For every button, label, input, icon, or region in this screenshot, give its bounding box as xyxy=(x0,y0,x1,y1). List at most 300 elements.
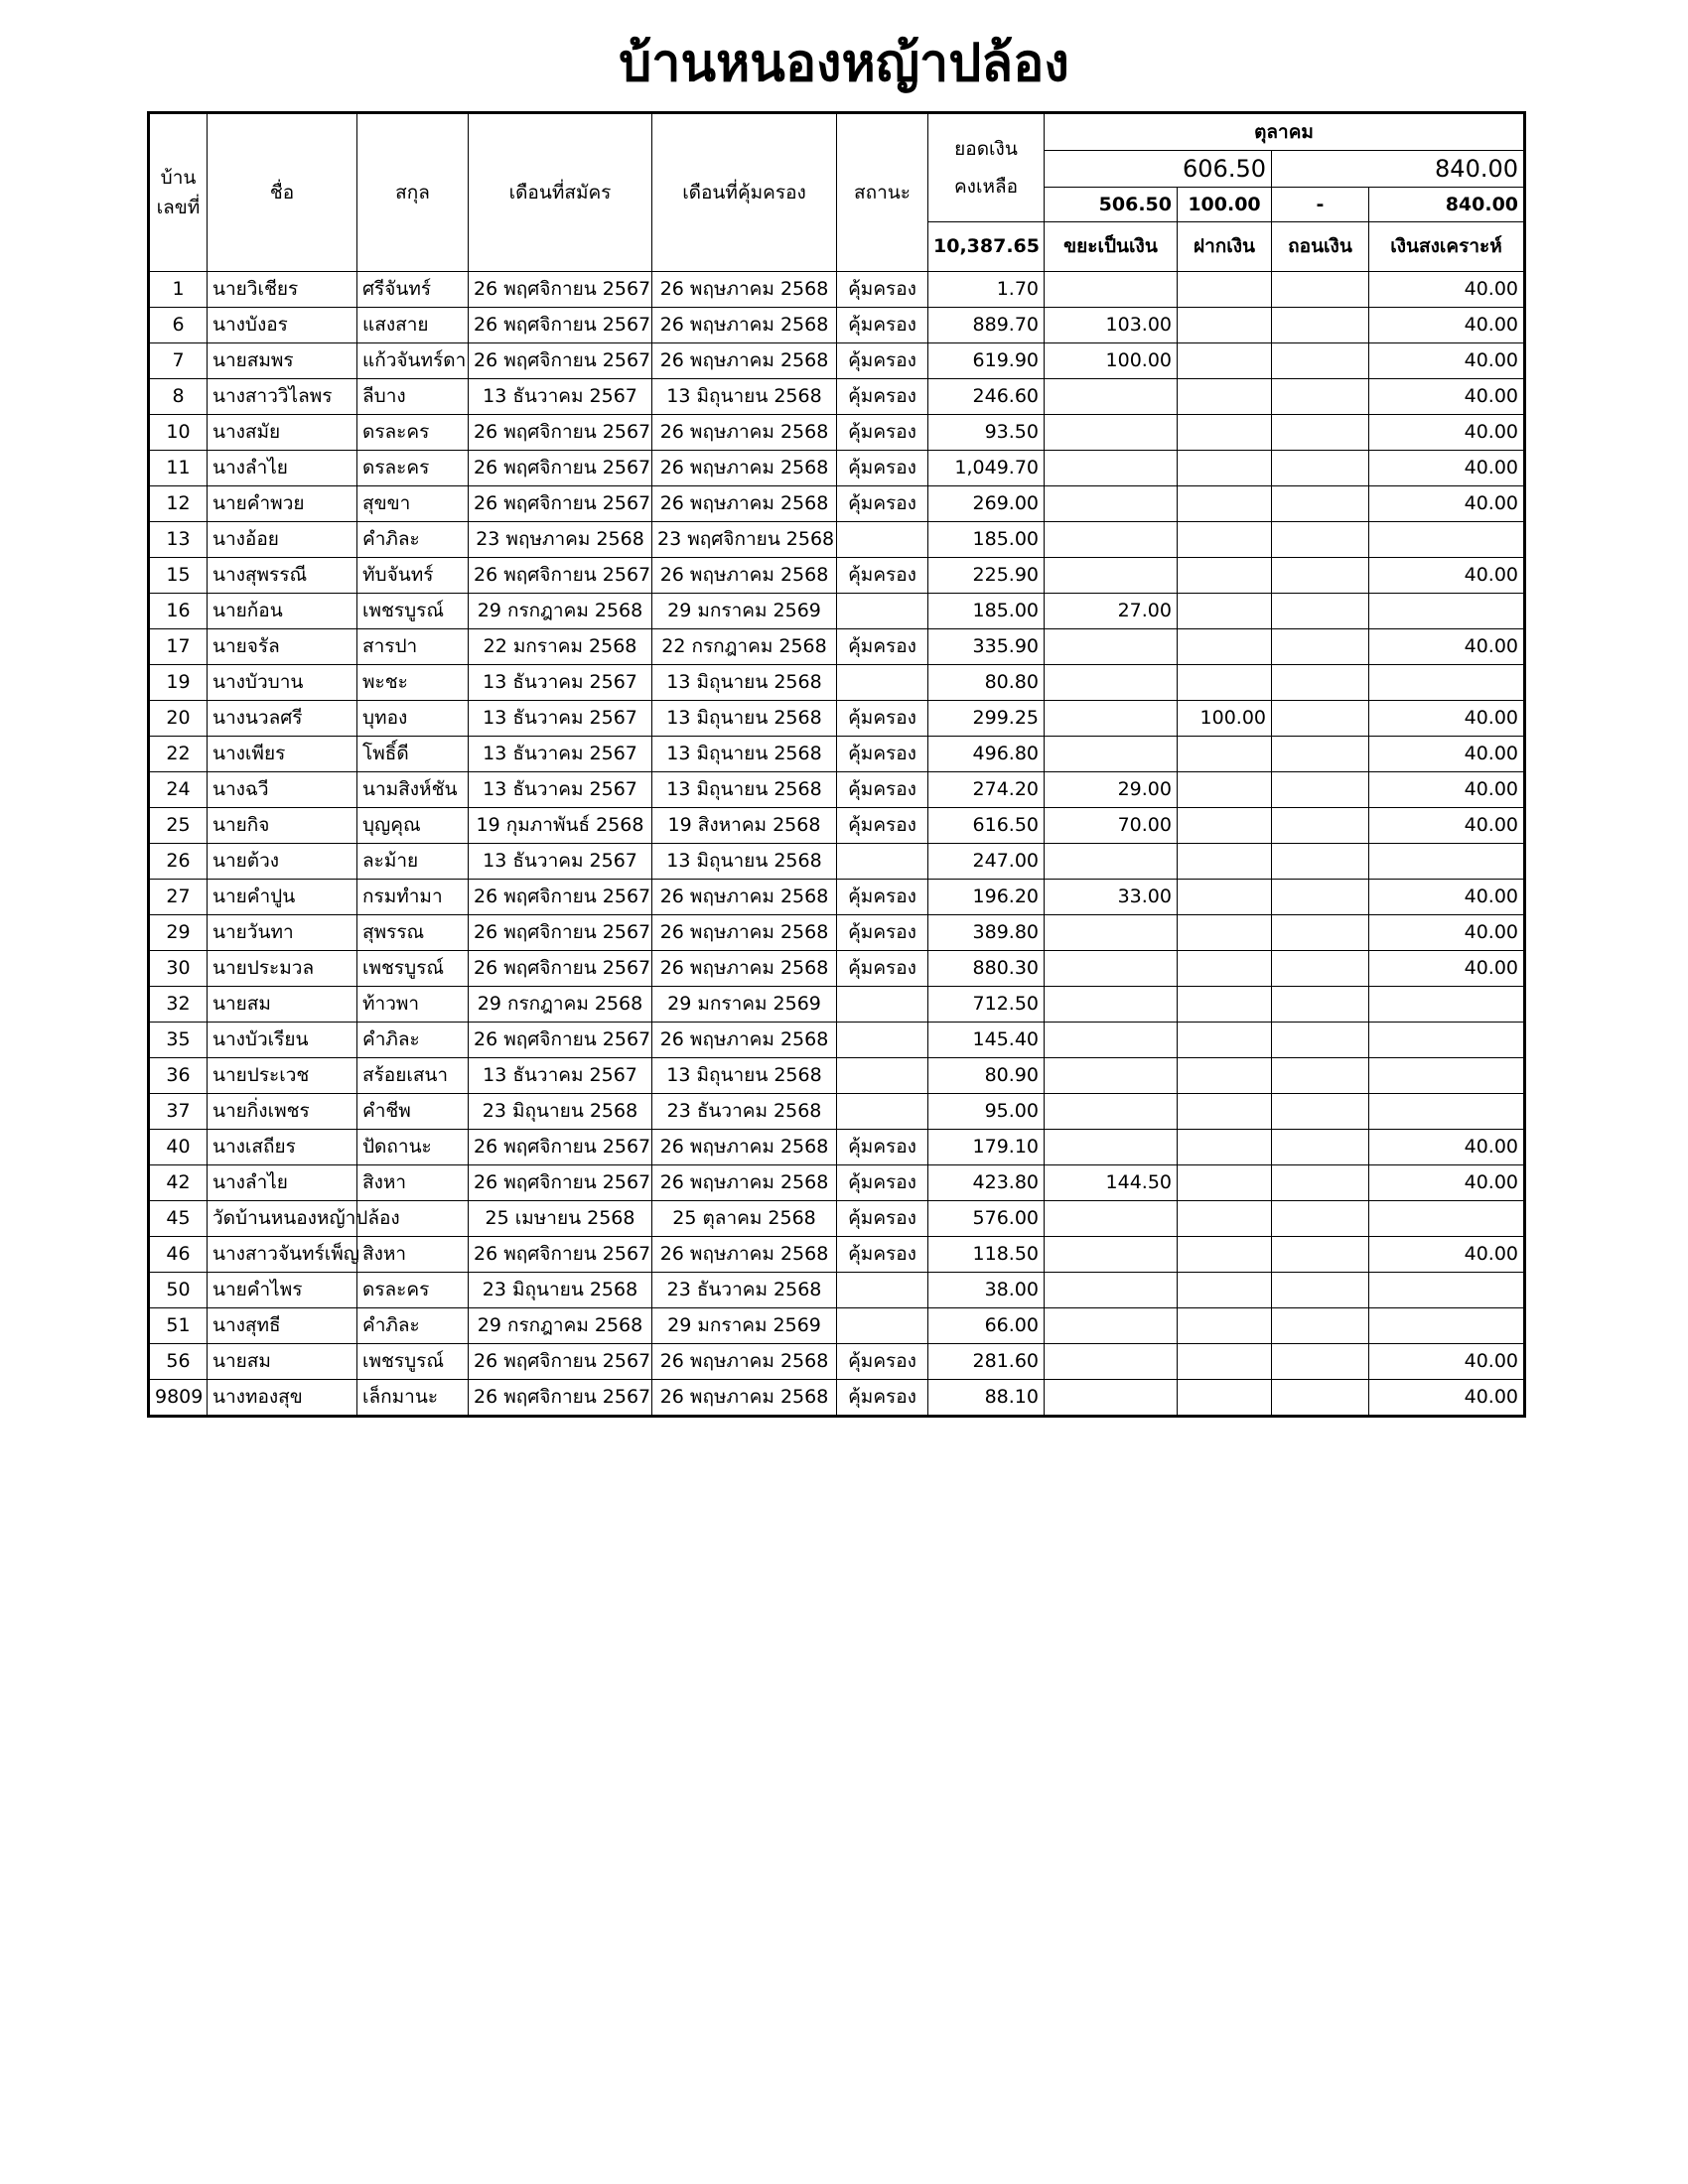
cell-protect-month: 13 มิถุนายน 2568 xyxy=(652,665,837,701)
cell-withdraw xyxy=(1272,701,1369,737)
cell-waste xyxy=(1045,379,1178,415)
cell-surname: สารปา xyxy=(357,629,469,665)
cell-apply-month: 26 พฤศจิกายน 2567 xyxy=(469,951,652,987)
cell-status: คุ้มครอง xyxy=(837,1201,928,1237)
cell-apply-month: 13 ธันวาคม 2567 xyxy=(469,737,652,772)
cell-surname: ศรีจันทร์ xyxy=(357,272,469,308)
cell-welfare: 40.00 xyxy=(1369,808,1525,844)
cell-welfare: 40.00 xyxy=(1369,915,1525,951)
cell-balance: 80.80 xyxy=(928,665,1045,701)
cell-welfare: 40.00 xyxy=(1369,558,1525,594)
header-house-no: บ้าน เลขที่ xyxy=(149,113,208,272)
cell-deposit xyxy=(1178,272,1272,308)
cell-welfare xyxy=(1369,665,1525,701)
cell-balance: 80.90 xyxy=(928,1058,1045,1094)
cell-protect-month: 29 มกราคม 2569 xyxy=(652,1308,837,1344)
cell-status: คุ้มครอง xyxy=(837,629,928,665)
cell-house-no: 37 xyxy=(149,1094,208,1130)
cell-house-no: 17 xyxy=(149,629,208,665)
cell-name: นายคำพวย xyxy=(208,486,357,522)
cell-house-no: 50 xyxy=(149,1273,208,1308)
cell-name: นายสมพร xyxy=(208,343,357,379)
cell-withdraw xyxy=(1272,915,1369,951)
cell-protect-month: 26 พฤษภาคม 2568 xyxy=(652,1130,837,1165)
cell-name: นายคำไพร xyxy=(208,1273,357,1308)
cell-welfare xyxy=(1369,594,1525,629)
cell-status: คุ้มครอง xyxy=(837,558,928,594)
cell-protect-month: 26 พฤษภาคม 2568 xyxy=(652,558,837,594)
header-welfare: เงินสงเคราะห์ xyxy=(1369,222,1525,272)
cell-balance: 118.50 xyxy=(928,1237,1045,1273)
page-title: บ้านหนองหญ้าปล้อง xyxy=(619,34,1069,93)
cell-name: นางบังอร xyxy=(208,308,357,343)
cell-status: คุ้มครอง xyxy=(837,451,928,486)
cell-surname: ลีบาง xyxy=(357,379,469,415)
cell-waste xyxy=(1045,1023,1178,1058)
cell-withdraw xyxy=(1272,1058,1369,1094)
cell-deposit xyxy=(1178,1344,1272,1380)
cell-surname: โพธิ์ดี xyxy=(357,737,469,772)
cell-deposit xyxy=(1178,1023,1272,1058)
cell-welfare xyxy=(1369,1058,1525,1094)
cell-apply-month: 13 ธันวาคม 2567 xyxy=(469,772,652,808)
table-row xyxy=(149,915,1525,951)
cell-name: นางลำไย xyxy=(208,1165,357,1201)
cell-withdraw xyxy=(1272,272,1369,308)
cell-welfare xyxy=(1369,1308,1525,1344)
cell-waste xyxy=(1045,1130,1178,1165)
month-sum-left: 606.50 xyxy=(1045,151,1272,188)
cell-waste xyxy=(1045,451,1178,486)
cell-protect-month: 26 พฤษภาคม 2568 xyxy=(652,1380,837,1417)
cell-welfare xyxy=(1369,1201,1525,1237)
table-row xyxy=(149,379,1525,415)
cell-balance: 423.80 xyxy=(928,1165,1045,1201)
table-row xyxy=(149,1094,1525,1130)
cell-waste: 144.50 xyxy=(1045,1165,1178,1201)
cell-waste xyxy=(1045,665,1178,701)
subtotal-welfare: 840.00 xyxy=(1369,188,1525,222)
cell-balance: 619.90 xyxy=(928,343,1045,379)
cell-waste: 103.00 xyxy=(1045,308,1178,343)
cell-name: นางสาวจันทร์เพ็ญ xyxy=(208,1237,357,1273)
cell-apply-month: 25 เมษายน 2568 xyxy=(469,1201,652,1237)
cell-balance: 1.70 xyxy=(928,272,1045,308)
cell-protect-month: 26 พฤษภาคม 2568 xyxy=(652,880,837,915)
cell-status: คุ้มครอง xyxy=(837,308,928,343)
cell-surname: พะชะ xyxy=(357,665,469,701)
subtotal-withdraw: - xyxy=(1272,188,1369,222)
cell-apply-month: 23 มิถุนายน 2568 xyxy=(469,1273,652,1308)
cell-surname: เพชรบูรณ์ xyxy=(357,1344,469,1380)
cell-house-no: 25 xyxy=(149,808,208,844)
cell-apply-month: 13 ธันวาคม 2567 xyxy=(469,701,652,737)
cell-name: นางลำไย xyxy=(208,451,357,486)
cell-withdraw xyxy=(1272,522,1369,558)
cell-welfare: 40.00 xyxy=(1369,1130,1525,1165)
cell-waste xyxy=(1045,272,1178,308)
cell-house-no: 15 xyxy=(149,558,208,594)
cell-house-no: 13 xyxy=(149,522,208,558)
cell-protect-month: 13 มิถุนายน 2568 xyxy=(652,772,837,808)
cell-apply-month: 26 พฤศจิกายน 2567 xyxy=(469,1344,652,1380)
cell-protect-month: 19 สิงหาคม 2568 xyxy=(652,808,837,844)
cell-waste xyxy=(1045,1308,1178,1344)
cell-waste: 70.00 xyxy=(1045,808,1178,844)
cell-deposit xyxy=(1178,594,1272,629)
cell-house-no: 45 xyxy=(149,1201,208,1237)
cell-balance: 1,049.70 xyxy=(928,451,1045,486)
cell-surname: บุญคุณ xyxy=(357,808,469,844)
cell-surname: แสงสาย xyxy=(357,308,469,343)
cell-balance: 496.80 xyxy=(928,737,1045,772)
cell-balance: 225.90 xyxy=(928,558,1045,594)
cell-surname: สิงหา xyxy=(357,1237,469,1273)
cell-house-no: 24 xyxy=(149,772,208,808)
cell-withdraw xyxy=(1272,1273,1369,1308)
cell-protect-month: 23 ธันวาคม 2568 xyxy=(652,1273,837,1308)
cell-balance: 247.00 xyxy=(928,844,1045,880)
cell-withdraw xyxy=(1272,1344,1369,1380)
cell-house-no: 11 xyxy=(149,451,208,486)
cell-deposit xyxy=(1178,951,1272,987)
cell-house-no: 26 xyxy=(149,844,208,880)
cell-welfare: 40.00 xyxy=(1369,629,1525,665)
cell-welfare: 40.00 xyxy=(1369,772,1525,808)
cell-surname: ดรละคร xyxy=(357,1273,469,1308)
month-sum-right: 840.00 xyxy=(1272,151,1525,188)
cell-name: นายคำปูน xyxy=(208,880,357,915)
cell-protect-month: 26 พฤษภาคม 2568 xyxy=(652,343,837,379)
cell-withdraw xyxy=(1272,1094,1369,1130)
cell-house-no: 12 xyxy=(149,486,208,522)
cell-status xyxy=(837,522,928,558)
cell-deposit xyxy=(1178,379,1272,415)
cell-waste xyxy=(1045,629,1178,665)
cell-balance: 335.90 xyxy=(928,629,1045,665)
cell-status: คุ้มครอง xyxy=(837,1344,928,1380)
cell-protect-month: 26 พฤษภาคม 2568 xyxy=(652,451,837,486)
cell-protect-month: 26 พฤษภาคม 2568 xyxy=(652,951,837,987)
header-balance: ยอดเงิน คงเหลือ xyxy=(928,113,1045,222)
cell-apply-month: 26 พฤศจิกายน 2567 xyxy=(469,272,652,308)
cell-house-no: 40 xyxy=(149,1130,208,1165)
cell-protect-month: 26 พฤษภาคม 2568 xyxy=(652,915,837,951)
header-apply-month: เดือนที่สมัคร xyxy=(469,113,652,272)
cell-protect-month: 23 พฤศจิกายน 2568 xyxy=(652,522,837,558)
header-month: ตุลาคม xyxy=(1045,113,1525,151)
cell-waste xyxy=(1045,1380,1178,1417)
cell-balance: 269.00 xyxy=(928,486,1045,522)
cell-balance: 88.10 xyxy=(928,1380,1045,1417)
cell-surname: คำชีพ xyxy=(357,1094,469,1130)
cell-surname: บุทอง xyxy=(357,701,469,737)
table-row xyxy=(149,1058,1525,1094)
cell-name: นายกิจ xyxy=(208,808,357,844)
cell-waste: 100.00 xyxy=(1045,343,1178,379)
cell-surname: ดรละคร xyxy=(357,451,469,486)
cell-balance: 95.00 xyxy=(928,1094,1045,1130)
cell-surname: ปัดถานะ xyxy=(357,1130,469,1165)
cell-welfare: 40.00 xyxy=(1369,451,1525,486)
cell-status: คุ้มครอง xyxy=(837,737,928,772)
cell-withdraw xyxy=(1272,1165,1369,1201)
cell-balance: 576.00 xyxy=(928,1201,1045,1237)
cell-deposit xyxy=(1178,1201,1272,1237)
cell-balance: 274.20 xyxy=(928,772,1045,808)
cell-waste xyxy=(1045,558,1178,594)
cell-deposit xyxy=(1178,1380,1272,1417)
table-row xyxy=(149,665,1525,701)
cell-balance: 38.00 xyxy=(928,1273,1045,1308)
cell-apply-month: 26 พฤศจิกายน 2567 xyxy=(469,451,652,486)
cell-name: นางสุทธี xyxy=(208,1308,357,1344)
cell-balance: 880.30 xyxy=(928,951,1045,987)
cell-deposit xyxy=(1178,486,1272,522)
cell-waste xyxy=(1045,915,1178,951)
cell-name: นายประมวล xyxy=(208,951,357,987)
subtotal-deposit: 100.00 xyxy=(1178,188,1272,222)
cell-welfare: 40.00 xyxy=(1369,1344,1525,1380)
cell-house-no: 42 xyxy=(149,1165,208,1201)
cell-name: นางอ้อย xyxy=(208,522,357,558)
table-row xyxy=(149,844,1525,880)
cell-name: นายสม xyxy=(208,1344,357,1380)
cell-balance: 281.60 xyxy=(928,1344,1045,1380)
header-status: สถานะ xyxy=(837,113,928,272)
cell-status: คุ้มครอง xyxy=(837,915,928,951)
cell-protect-month: 26 พฤษภาคม 2568 xyxy=(652,1237,837,1273)
header-surname: สกุล xyxy=(357,113,469,272)
cell-protect-month: 29 มกราคม 2569 xyxy=(652,594,837,629)
cell-deposit xyxy=(1178,522,1272,558)
cell-apply-month: 26 พฤศจิกายน 2567 xyxy=(469,1380,652,1417)
table-row xyxy=(149,1308,1525,1344)
cell-status: คุ้มครอง xyxy=(837,1165,928,1201)
cell-house-no: 46 xyxy=(149,1237,208,1273)
cell-waste xyxy=(1045,844,1178,880)
cell-withdraw xyxy=(1272,343,1369,379)
table-row xyxy=(149,951,1525,987)
cell-name: วัดบ้านหนองหญ้าปล้อง xyxy=(208,1201,357,1237)
cell-status: คุ้มครอง xyxy=(837,379,928,415)
cell-name: นายก้อน xyxy=(208,594,357,629)
cell-welfare: 40.00 xyxy=(1369,486,1525,522)
cell-deposit xyxy=(1178,343,1272,379)
cell-deposit xyxy=(1178,1130,1272,1165)
cell-name: นางสุพรรณี xyxy=(208,558,357,594)
ledger-table xyxy=(147,111,1526,1418)
cell-withdraw xyxy=(1272,558,1369,594)
cell-balance: 712.50 xyxy=(928,987,1045,1023)
cell-house-no: 32 xyxy=(149,987,208,1023)
cell-balance: 196.20 xyxy=(928,880,1045,915)
cell-welfare: 40.00 xyxy=(1369,880,1525,915)
cell-apply-month: 26 พฤศจิกายน 2567 xyxy=(469,1130,652,1165)
cell-deposit xyxy=(1178,1094,1272,1130)
cell-name: นางบัวเรียน xyxy=(208,1023,357,1058)
cell-waste xyxy=(1045,1237,1178,1273)
cell-status: คุ้มครอง xyxy=(837,1237,928,1273)
cell-status xyxy=(837,1273,928,1308)
table-row xyxy=(149,308,1525,343)
cell-apply-month: 26 พฤศจิกายน 2567 xyxy=(469,1237,652,1273)
cell-deposit xyxy=(1178,772,1272,808)
cell-balance: 93.50 xyxy=(928,415,1045,451)
cell-withdraw xyxy=(1272,844,1369,880)
cell-name: นางเพียร xyxy=(208,737,357,772)
cell-house-no: 1 xyxy=(149,272,208,308)
cell-name: นายกิ่งเพชร xyxy=(208,1094,357,1130)
cell-surname: คำภิละ xyxy=(357,1308,469,1344)
cell-balance: 145.40 xyxy=(928,1023,1045,1058)
cell-welfare: 40.00 xyxy=(1369,737,1525,772)
cell-apply-month: 26 พฤศจิกายน 2567 xyxy=(469,1023,652,1058)
cell-protect-month: 25 ตุลาคม 2568 xyxy=(652,1201,837,1237)
cell-withdraw xyxy=(1272,737,1369,772)
cell-withdraw xyxy=(1272,987,1369,1023)
cell-apply-month: 26 พฤศจิกายน 2567 xyxy=(469,343,652,379)
header-deposit: ฝากเงิน xyxy=(1178,222,1272,272)
cell-balance: 66.00 xyxy=(928,1308,1045,1344)
subtotal-waste: 506.50 xyxy=(1045,188,1178,222)
cell-withdraw xyxy=(1272,415,1369,451)
cell-waste: 27.00 xyxy=(1045,594,1178,629)
cell-protect-month: 26 พฤษภาคม 2568 xyxy=(652,1165,837,1201)
cell-withdraw xyxy=(1272,379,1369,415)
cell-status xyxy=(837,594,928,629)
cell-status xyxy=(837,1023,928,1058)
cell-withdraw xyxy=(1272,1380,1369,1417)
cell-welfare xyxy=(1369,1273,1525,1308)
cell-withdraw xyxy=(1272,808,1369,844)
cell-deposit xyxy=(1178,1308,1272,1344)
table-row xyxy=(149,987,1525,1023)
cell-withdraw xyxy=(1272,629,1369,665)
table-row xyxy=(149,415,1525,451)
cell-house-no: 22 xyxy=(149,737,208,772)
cell-withdraw xyxy=(1272,594,1369,629)
cell-house-no: 20 xyxy=(149,701,208,737)
cell-withdraw xyxy=(1272,951,1369,987)
cell-apply-month: 13 ธันวาคม 2567 xyxy=(469,665,652,701)
cell-deposit xyxy=(1178,987,1272,1023)
table-row xyxy=(149,629,1525,665)
cell-welfare: 40.00 xyxy=(1369,1380,1525,1417)
cell-surname: สิงหา xyxy=(357,1165,469,1201)
cell-deposit: 100.00 xyxy=(1178,701,1272,737)
cell-status: คุ้มครอง xyxy=(837,701,928,737)
cell-house-no: 19 xyxy=(149,665,208,701)
cell-surname: สุพรรณ xyxy=(357,915,469,951)
cell-surname: สร้อยเสนา xyxy=(357,1058,469,1094)
cell-status: คุ้มครอง xyxy=(837,1380,928,1417)
cell-waste xyxy=(1045,486,1178,522)
table-row xyxy=(149,1165,1525,1201)
cell-house-no: 8 xyxy=(149,379,208,415)
cell-name: นายสม xyxy=(208,987,357,1023)
cell-balance: 179.10 xyxy=(928,1130,1045,1165)
cell-name: นางเสถียร xyxy=(208,1130,357,1165)
table-row xyxy=(149,1023,1525,1058)
cell-house-no: 6 xyxy=(149,308,208,343)
cell-surname: คำภิละ xyxy=(357,522,469,558)
cell-house-no: 56 xyxy=(149,1344,208,1380)
cell-surname: เล็กมานะ xyxy=(357,1380,469,1417)
cell-status: คุ้มครอง xyxy=(837,343,928,379)
cell-welfare: 40.00 xyxy=(1369,1165,1525,1201)
header-waste: ขยะเป็นเงิน xyxy=(1045,222,1178,272)
cell-name: นางสมัย xyxy=(208,415,357,451)
table-row xyxy=(149,594,1525,629)
cell-name: นายจรัล xyxy=(208,629,357,665)
table-row xyxy=(149,880,1525,915)
cell-withdraw xyxy=(1272,880,1369,915)
cell-waste xyxy=(1045,1058,1178,1094)
cell-apply-month: 26 พฤศจิกายน 2567 xyxy=(469,308,652,343)
cell-house-no: 51 xyxy=(149,1308,208,1344)
cell-name: นายประเวช xyxy=(208,1058,357,1094)
cell-deposit xyxy=(1178,415,1272,451)
cell-name: นายวันทา xyxy=(208,915,357,951)
cell-name: นางสาววิไลพร xyxy=(208,379,357,415)
cell-house-no: 16 xyxy=(149,594,208,629)
cell-house-no: 7 xyxy=(149,343,208,379)
cell-status: คุ้มครอง xyxy=(837,772,928,808)
cell-deposit xyxy=(1178,808,1272,844)
cell-status xyxy=(837,1058,928,1094)
cell-welfare xyxy=(1369,522,1525,558)
cell-apply-month: 26 พฤศจิกายน 2567 xyxy=(469,486,652,522)
cell-withdraw xyxy=(1272,1237,1369,1273)
cell-deposit xyxy=(1178,737,1272,772)
cell-house-no: 29 xyxy=(149,915,208,951)
table-row xyxy=(149,808,1525,844)
cell-surname: นามสิงห์ชัน xyxy=(357,772,469,808)
cell-balance: 246.60 xyxy=(928,379,1045,415)
cell-withdraw xyxy=(1272,451,1369,486)
cell-protect-month: 26 พฤษภาคม 2568 xyxy=(652,308,837,343)
header-withdraw: ถอนเงิน xyxy=(1272,222,1369,272)
table-row xyxy=(149,486,1525,522)
cell-withdraw xyxy=(1272,665,1369,701)
cell-apply-month: 26 พฤศจิกายน 2567 xyxy=(469,558,652,594)
cell-surname: ละม้าย xyxy=(357,844,469,880)
cell-apply-month: 26 พฤศจิกายน 2567 xyxy=(469,915,652,951)
cell-balance: 616.50 xyxy=(928,808,1045,844)
cell-deposit xyxy=(1178,915,1272,951)
cell-surname: ท้าวพา xyxy=(357,987,469,1023)
cell-waste: 33.00 xyxy=(1045,880,1178,915)
cell-waste: 29.00 xyxy=(1045,772,1178,808)
cell-house-no: 10 xyxy=(149,415,208,451)
table-row xyxy=(149,701,1525,737)
cell-apply-month: 19 กุมภาพันธ์ 2568 xyxy=(469,808,652,844)
cell-protect-month: 26 พฤษภาคม 2568 xyxy=(652,272,837,308)
table-row xyxy=(149,1201,1525,1237)
cell-waste xyxy=(1045,1201,1178,1237)
cell-protect-month: 13 มิถุนายน 2568 xyxy=(652,737,837,772)
table-row xyxy=(149,1273,1525,1308)
cell-apply-month: 22 มกราคม 2568 xyxy=(469,629,652,665)
table-row xyxy=(149,272,1525,308)
cell-protect-month: 13 มิถุนายน 2568 xyxy=(652,844,837,880)
cell-balance: 185.00 xyxy=(928,522,1045,558)
cell-welfare: 40.00 xyxy=(1369,415,1525,451)
cell-apply-month: 26 พฤศจิกายน 2567 xyxy=(469,415,652,451)
cell-balance: 299.25 xyxy=(928,701,1045,737)
cell-waste xyxy=(1045,522,1178,558)
